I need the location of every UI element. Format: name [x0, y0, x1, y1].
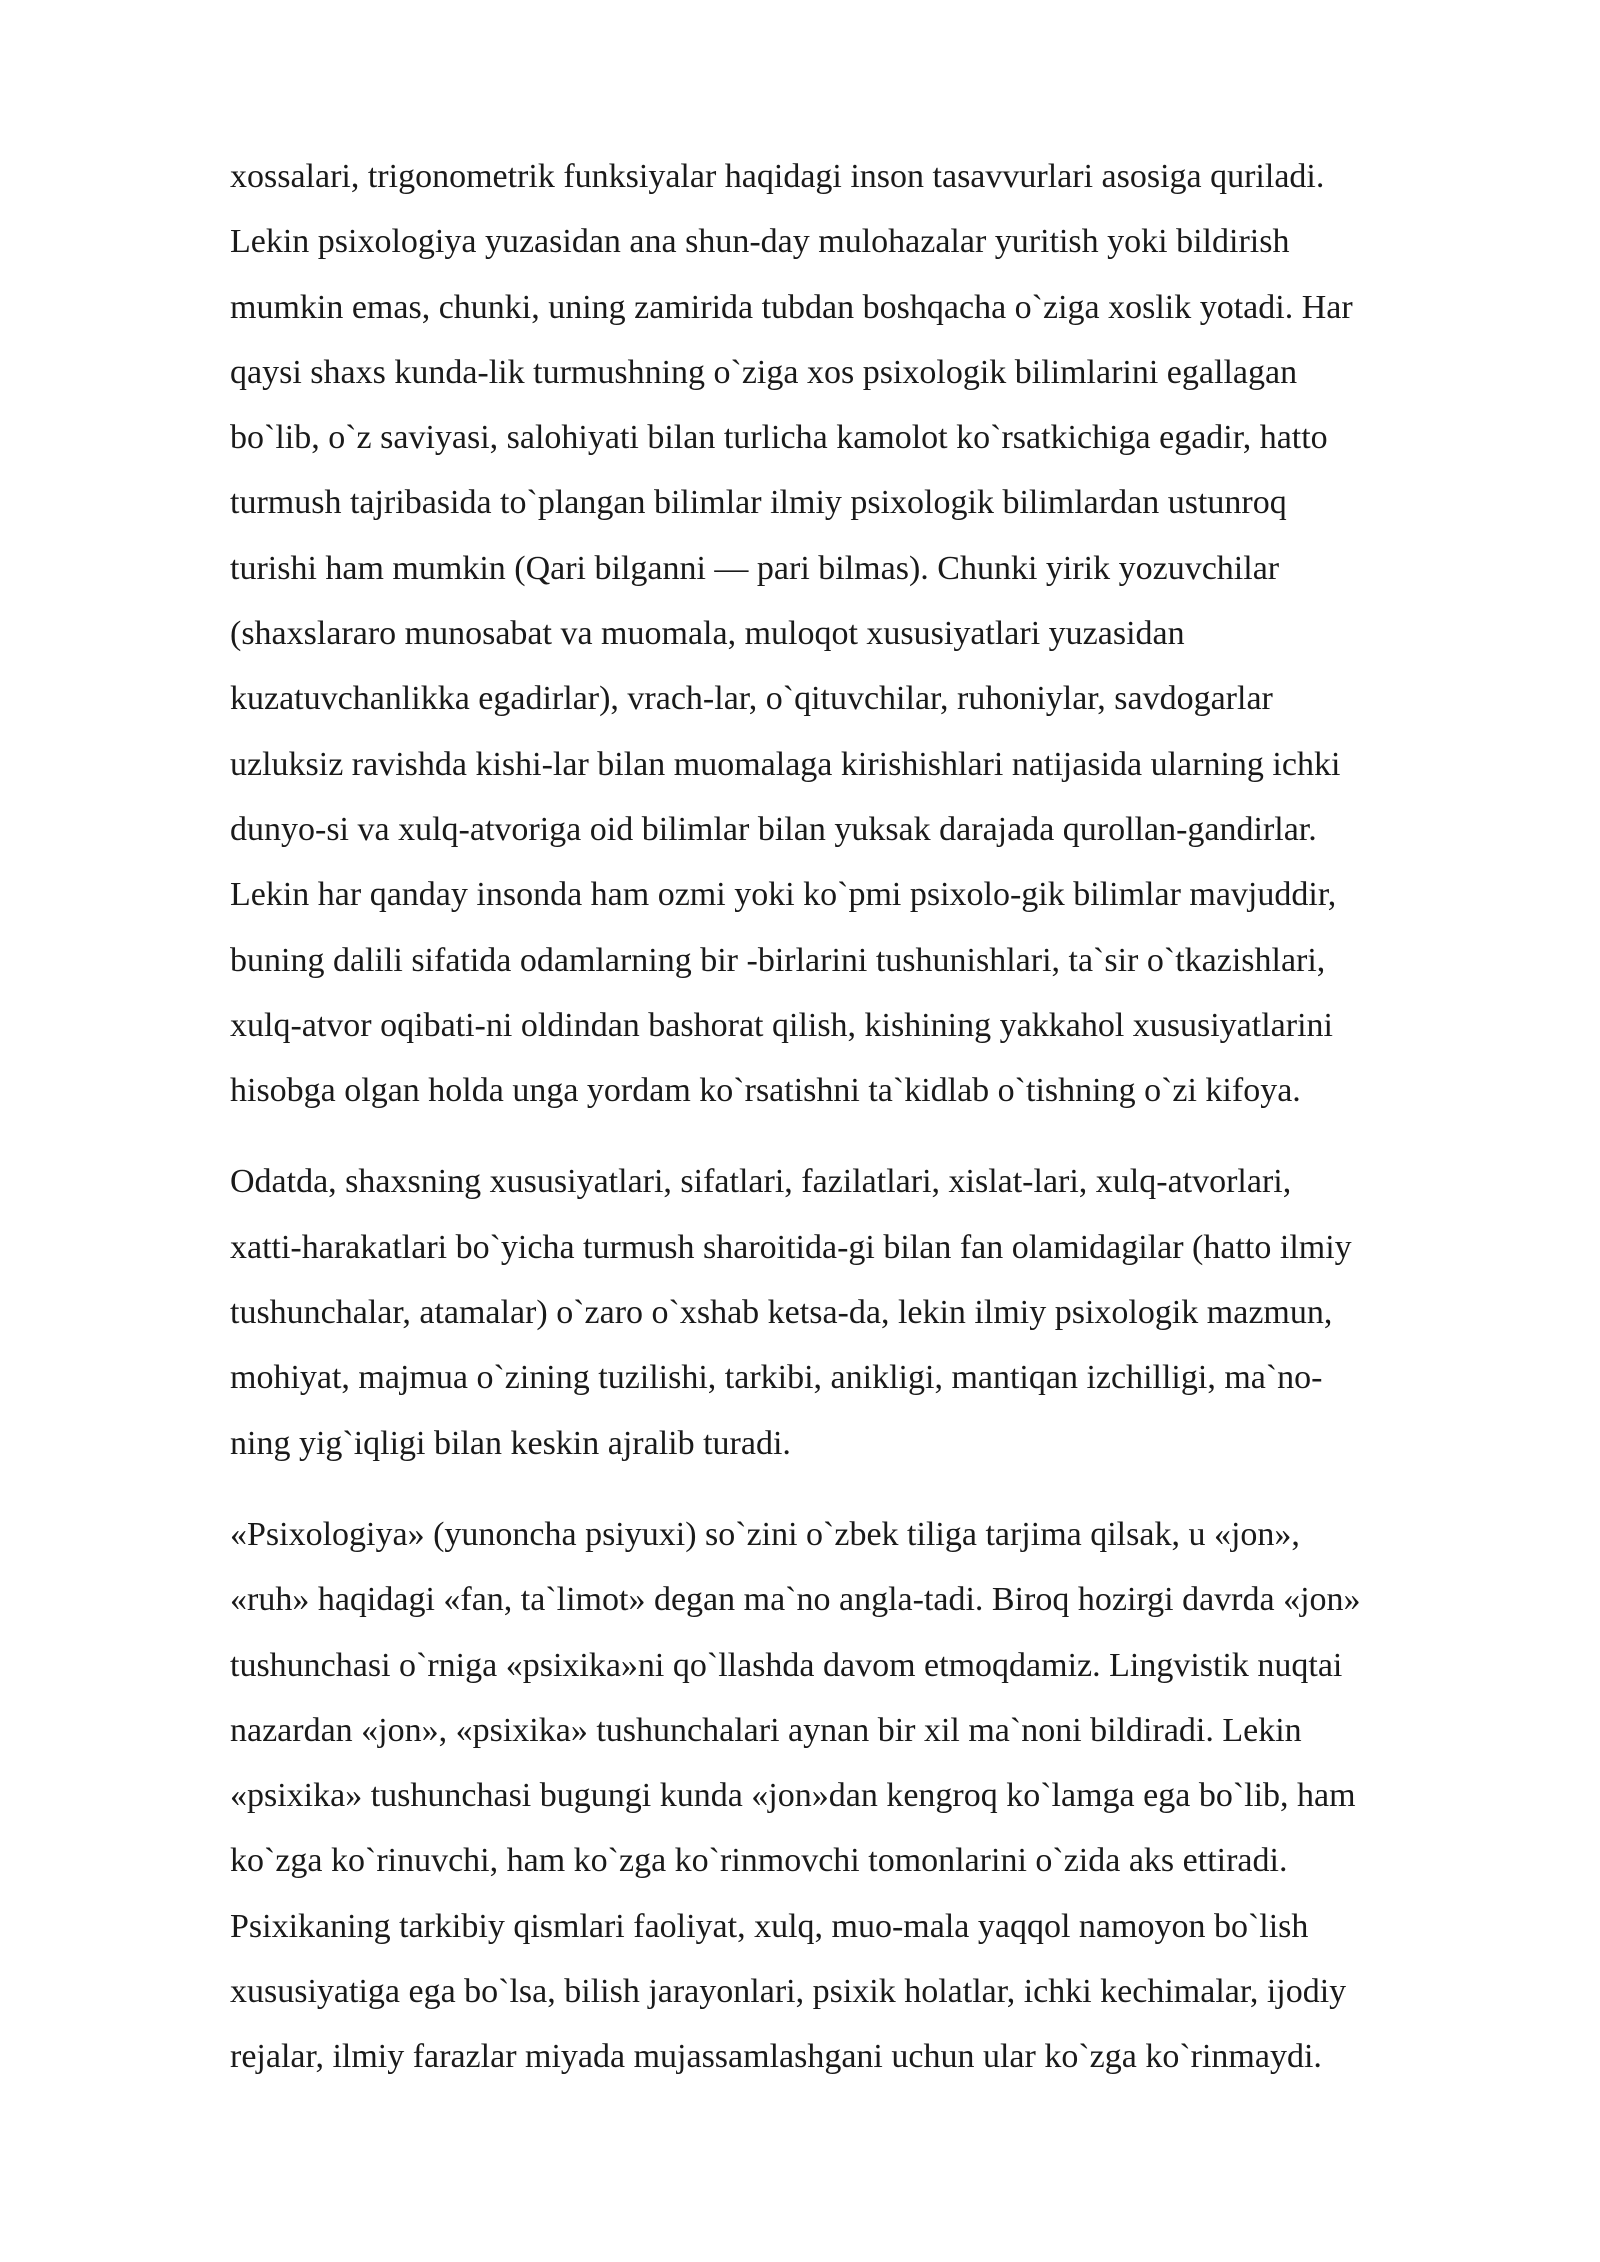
- text-line: «psixika» tushunchasi bugungi kunda «jon»dan kengroq ko`lamga ega bo`lib, ham: [230, 1777, 1356, 1815]
- paragraph: [230, 151, 1520, 1130]
- text-line: mumkin emas, chunki, uning zamirida tubdan boshqacha o`ziga xoslik yotadi. Har: [230, 288, 1353, 326]
- text-line: hisobga olgan holda unga yordam ko`rsatishni ta`kidlab o`tishning o`zi kifoya.: [230, 1072, 1301, 1110]
- text-line: nazardan «jon», «psixika» tushunchalari aynan bir xil ma`noni bildiradi. Lekin: [230, 1711, 1302, 1749]
- text-line: (shaxslararo munosabat va muomala, muloqot xususiyatlari yuzasidan: [230, 615, 1185, 653]
- text-line: «ruh» haqidagi «fan, ta`limot» degan ma`no angla-tadi. Biroq hozirgi davrda «jon»: [230, 1581, 1361, 1619]
- text-line: Psixikaning tarkibiy qismlari faoliyat, xulq, muo-mala yaqqol namoyon bo`lish: [230, 1907, 1309, 1945]
- text-line: xulq-atvor oqibati-ni oldindan bashorat qilish, kishining yakkahol xususiyatlarini: [230, 1006, 1333, 1044]
- text-line: qaysi shaxs kunda-lik turmushning o`ziga xos psixologik bilimlarini egallagan: [230, 353, 1298, 391]
- text-line: Lekin psixologiya yuzasidan ana shun-day mulohazalar yuritish yoki bildirish: [230, 223, 1290, 261]
- text-line: xususiyatiga ega bo`lsa, bilish jarayonlari, psixik holatlar, ichki kechimalar, ijodiy: [230, 1973, 1347, 2011]
- text-line: ko`zga ko`rinuvchi, ham ko`zga ko`rinmovchi tomonlarini o`zida aks ettiradi.: [230, 1842, 1288, 1880]
- text-line: Odatda, shaxsning xususiyatlari, sifatlari, fazilatlari, xislat-lari, xulq-atvorlari,: [230, 1163, 1292, 1201]
- text-line: ning yig`iqligi bilan keskin ajralib turadi.: [230, 1424, 791, 1462]
- text-line: uzluksiz ravishda kishi-lar bilan muomalaga kirishishlari natijasida ularning ichki: [230, 745, 1341, 783]
- text-line: xossalari, trigonometrik funksiyalar haqidagi inson tasavvurlari asosiga quriladi.: [230, 158, 1325, 195]
- text-line: Lekin har qanday insonda ham ozmi yoki ko`pmi psixolo-gik bilimlar mavjuddir,: [230, 876, 1337, 914]
- text-line: rejalar, ilmiy farazlar miyada mujassamlashgani uchun ular ko`zga ko`rinmaydi.: [230, 2038, 1322, 2076]
- document-body: [230, 151, 1520, 2123]
- text-line: tushunchalar, atamalar) o`zaro o`xshab ketsa-da, lekin ilmiy psixologik mazmun,: [230, 1294, 1333, 1332]
- text-line: buning dalili sifatida odamlarning bir -birlarini tushunishlari, ta`sir o`tkazishlari,: [230, 941, 1326, 979]
- text-line: turmush tajribasida to`plangan bilimlar ilmiy psixologik bilimlardan ustunroq: [230, 484, 1287, 522]
- text-line: kuzatuvchanlikka egadirlar), vrach-lar, o`qituvchilar, ruhoniylar, savdogarlar: [230, 680, 1273, 718]
- text-line: xatti-harakatlari bo`yicha turmush sharoitida-gi bilan fan olamidagilar (hatto ilmiy: [230, 1228, 1352, 1266]
- text-line: mohiyat, majmua o`zining tuzilishi, tarkibi, anikligi, mantiqan izchilligi, ma`no-: [230, 1359, 1323, 1397]
- text-line: dunyo-si va xulq-atvoriga oid bilimlar bilan yuksak darajada qurollan-gandirlar.: [230, 810, 1317, 848]
- text-line: tushunchasi o`rniga «psixika»ni qo`llashda davom etmoqdamiz. Lingvistik nuqtai: [230, 1646, 1343, 1684]
- paragraph: [230, 1156, 1520, 1482]
- paragraph: [230, 1509, 1520, 2097]
- text-line: «Psixologiya» (yunoncha psiyuxi) so`zini o`zbek tiliga tarjima qilsak, u «jon»,: [230, 1515, 1300, 1553]
- text-line: bo`lib, o`z saviyasi, salohiyati bilan turlicha kamolot ko`rsatkichiga egadir, hatto: [230, 419, 1328, 457]
- text-line: turishi ham mumkin (Qari bilganni — pari bilmas). Chunki yirik yozuvchilar: [230, 549, 1280, 587]
